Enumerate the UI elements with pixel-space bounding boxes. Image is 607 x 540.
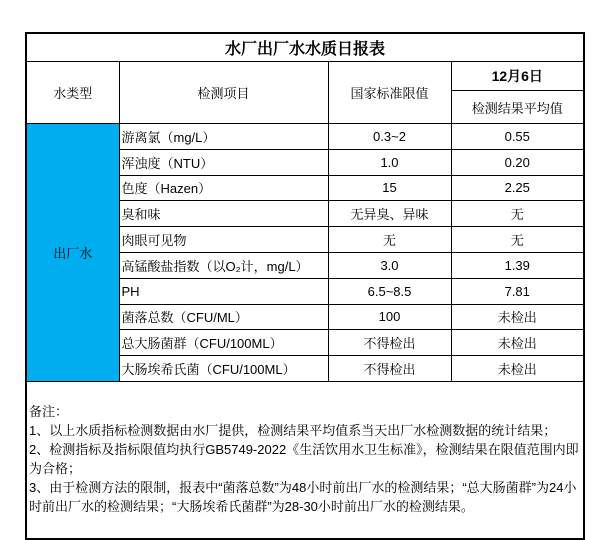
test-item-cell: 浑浊度（NTU） [119, 149, 328, 175]
limit-cell: 不得检出 [328, 356, 451, 382]
test-item-cell: 菌落总数（CFU/ML） [119, 304, 328, 330]
limit-cell: 无异臭、异味 [328, 201, 451, 227]
report-page [25, 32, 585, 540]
limit-cell: 0.3~2 [328, 124, 451, 150]
result-cell: 未检出 [451, 330, 584, 356]
test-item-cell: 肉眼可见物 [119, 227, 328, 253]
notes-row [26, 381, 584, 539]
result-cell: 2.25 [451, 175, 584, 201]
limit-cell: 15 [328, 175, 451, 201]
test-item-cell: 高锰酸盐指数（以O₂计，mg/L） [119, 252, 328, 278]
limit-cell: 3.0 [328, 252, 451, 278]
col-header-date: 12月6日 [451, 62, 584, 91]
test-item-cell: 总大肠菌群（CFU/100ML） [119, 330, 328, 356]
note-line-1: 1、以上水质指标检测数据由水厂提供，检测结果平均值系当天出厂水检测数据的统计结果； [29, 422, 557, 438]
limit-cell: 不得检出 [328, 330, 451, 356]
header-row-top [26, 62, 584, 91]
result-cell: 0.55 [451, 124, 584, 150]
col-header-avg-result: 检测结果平均值 [451, 91, 584, 124]
test-item-cell: 大肠埃希氏菌（CFU/100ML） [119, 356, 328, 382]
limit-cell: 1.0 [328, 149, 451, 175]
test-item-cell: 游离氯（mg/L） [119, 124, 328, 150]
col-header-test-item: 检测项目 [119, 62, 328, 124]
test-item-cell: 色度（Hazen） [119, 175, 328, 201]
limit-cell: 100 [328, 304, 451, 330]
notes-section [26, 381, 584, 539]
water-quality-table [25, 32, 585, 540]
test-item-cell: PH [119, 278, 328, 304]
result-cell: 未检出 [451, 304, 584, 330]
table-row [26, 124, 584, 150]
result-cell: 0.20 [451, 149, 584, 175]
water-type-cell: 出厂水 [26, 124, 119, 382]
note-line-3: 3、由于检测方法的限制，报表中“菌落总数”为48小时前出厂水的检测结果；“总大肠菌群”为24小时前出厂水的检测结果；“大肠埃希氏菌群”为28-30小时前出厂水的检测结果。 [29, 479, 577, 514]
result-cell: 未检出 [451, 356, 584, 382]
title-row [26, 33, 584, 62]
result-cell: 无 [451, 227, 584, 253]
result-cell: 7.81 [451, 278, 584, 304]
limit-cell: 无 [328, 227, 451, 253]
test-item-cell: 臭和味 [119, 201, 328, 227]
col-header-national-limit: 国家标准限值 [328, 62, 451, 124]
col-header-water-type: 水类型 [26, 62, 119, 124]
note-line-2: 2、检测指标及指标限值均执行GB5749-2022《生活饮用水卫生标准》，检测结果在限值范围内即为合格； [29, 441, 579, 476]
report-title: 水厂出厂水水质日报表 [26, 33, 584, 62]
limit-cell: 6.5~8.5 [328, 278, 451, 304]
result-cell: 无 [451, 201, 584, 227]
notes-label: 备注： [29, 403, 69, 419]
result-cell: 1.39 [451, 252, 584, 278]
